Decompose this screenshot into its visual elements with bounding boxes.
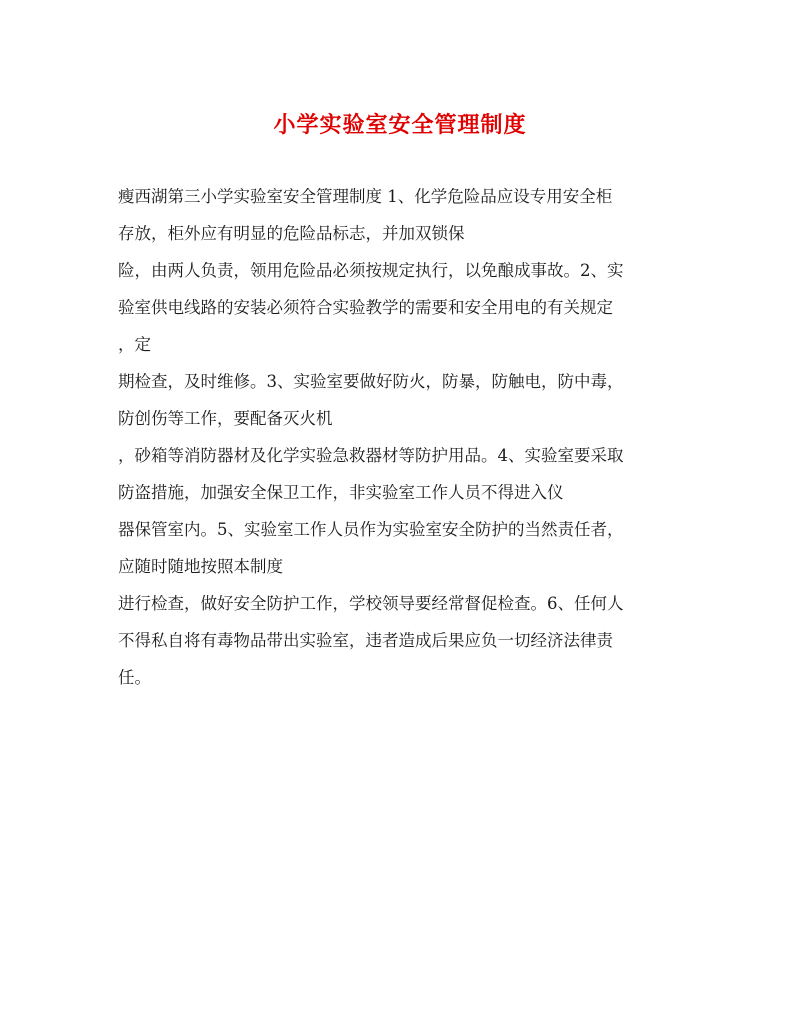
body-line: 器保管室内。5、实验室工作人员作为实验室安全防护的当然责任者，: [118, 520, 624, 539]
document-body: [118, 178, 688, 696]
body-line: 验室供电线路的安装必须符合实验教学的需要和安全用电的有关规定: [118, 298, 613, 317]
body-line: 进行检查，做好安全防护工作，学校领导要经常督促检查。6、任何人: [118, 594, 624, 613]
body-line: 期检查，及时维修。3、实验室要做好防火，防暴，防触电，防中毒，: [118, 372, 624, 391]
body-line: 险，由两人负责，领用危险品必须按规定执行，以免酿成事故。2、实: [118, 261, 624, 280]
body-line: ，砂箱等消防器材及化学实验急救器材等防护用品。4、实验室要采取: [118, 446, 624, 465]
body-line: 防创伤等工作，要配备灭火机: [118, 409, 333, 428]
body-line: 存放，柜外应有明显的危险品标志，并加双锁保: [118, 224, 465, 243]
body-line: 不得私自将有毒物品带出实验室，违者造成后果应负一切经济法律责: [118, 631, 613, 650]
body-line: 防盗措施，加强安全保卫工作，非实验室工作人员不得进入仪: [118, 483, 564, 502]
body-line: 瘦西湖第三小学实验室安全管理制度 1、化学危险品应设专用安全柜: [118, 187, 613, 206]
document-title: 小学实验室安全管理制度: [273, 112, 527, 138]
body-line: 任。: [118, 668, 151, 687]
body-line: ，定: [118, 335, 151, 354]
body-line: 应随时随地按照本制度: [118, 557, 283, 576]
